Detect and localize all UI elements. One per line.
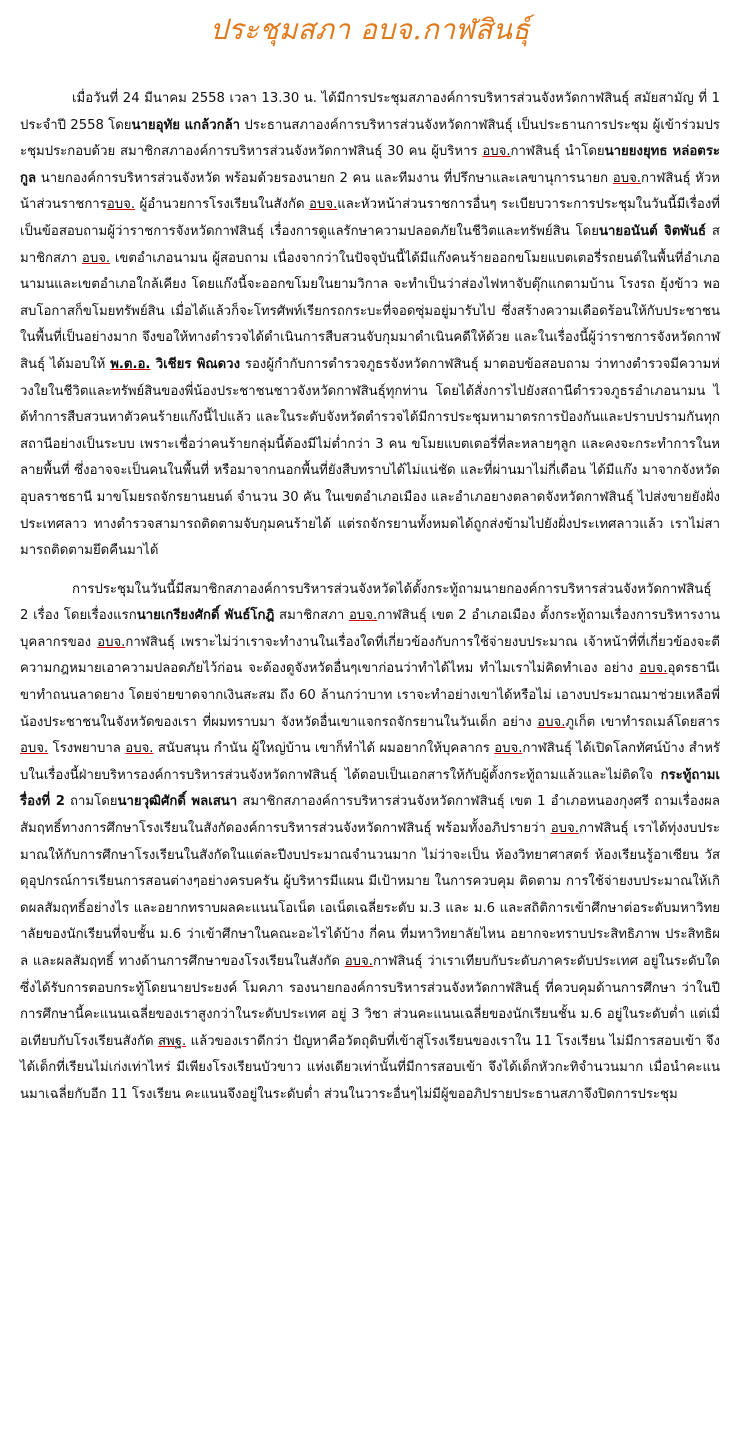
text-run: เมื่อวันที่ 24 มีนาคม 2558 เวลา 13.30 น. ได้มีการประชุมสภาองค์การบริหารส่วนจังหวัดกาฬสินธุ์ สมัยสามัญ ที่ 1 ประจำปี 2558 โดย — [20, 91, 720, 133]
text-run: กาฬสินธุ์ ว่าเราเทียบกับระดับภาคระดับประเทศ อยู่ในระดับใด ซึ่งได้รับการตอบกระทู้โดยนายประยงค์ โมคภา รองนายกองค์การบริหารส่วนจังหวัดกาฬสินธุ์ ที่ควบคุมด้านการศึกษา ว่าในปีการศึกษานี้คะแนนเฉลี่ยของเราสูงกว่าในระดับประเทศ อยู่ 3 วิชา ส่วนคะแนนเฉลี่ยของนักเรียนชั้น ม.6 อยู่ในระดับต่ำ แต่เมื่อเทียบกับโรงเรียนสังกัด — [20, 954, 720, 1049]
text-run: กาฬสินธุ์ เขต 2 อำเภอเมือง ตั้งกระทู้ถามเรื่องการบริหารงานบุคลากรของ — [20, 608, 720, 650]
text-run: เขตอำเภอนามน ผู้สอบถาม เนื่องจากว่าในปัจจุบันนี้ได้มีแก๊งคนร้ายออกขโมยแบตเตอรี่รถยนต์ในพื้นที่อำเภอนามนและเขตอำเภอใกล้เคียง โดยแก๊งนี้จะออกขโมยในยามวิกาล จะทำเป็นว่าส่องไฟหาจับตุ๊กแกตามบ้าน โรงรถ ยุ้งข้าว พอสบโอกาสก็ขโมยทรัพย์สิน เมื่อได้แล้วก็จะโทรศัพท์เรียกรถกระบะที่จอดซุ่มอยู่มารับไป ซึ่งสร้างความเดือดร้อนให้กับประชาชนในพื้นที่เป็นอย่างมาก จึงขอให้ทางตำรวจได้ดำเนินการสืบสวนจับกุมมาดำเนินคดีให้ด้วย และในเรื่องนี้ผู้ว่าราชการจังหวัดกาฬสินธุ์ ได้มอบให้ — [20, 250, 720, 372]
underlined-text: พ.ต.อ. — [110, 356, 151, 372]
text-run: ภูเก็ต เขาทำรถเมล์โดยสาร — [565, 714, 720, 730]
page-title: ประชุมสภา อบจ.กาฬสินธุ์ — [209, 13, 530, 46]
paragraph-2 — [20, 577, 720, 1109]
underlined-text: อบจ. — [482, 144, 511, 160]
text-run: ผู้อำนวยการโรงเรียนในสังกัด — [135, 197, 310, 213]
bold-name: วิเชียร พิณดวง — [150, 356, 241, 372]
underlined-text: อบจ. — [639, 661, 668, 677]
underlined-text: อบจ. — [537, 714, 566, 730]
bold-name: กระทู้ถามเรื่องที่ 2 — [20, 767, 720, 810]
text-run: สมาชิกสภา — [20, 223, 720, 266]
text-run: แล้วของเราดีกว่า ปัญหาคือวัตถุดิบที่เข้าสู่โรงเรียนของเราใน 11 โรงเรียน ไม่มีการสอบเข้า จึงได้เด็กที่เรียนไม่เก่งเท่าไหร่ มีเพียงโรงเรียนบัวขาว แห่งเดียวเท่านั้นที่มีการสอบเข้า จึงได้เด็กหัวกะทิจำนวนมาก เมื่อนำคะแนนมาเฉลี่ยกับอีก 11 โรงเรียน คะแนนจึงอยู่ในระดับต่ำ ส่วนในวาระอื่นๆไม่มีผู้ขออภิปรายประธานสภาจึงปิดการประชุม — [20, 1033, 720, 1102]
text-run: กาฬสินธุ์ เราได้ทุ่งงบประมาณให้กับการศึกษาโรงเรียนในสังกัดในแต่ละปีงบประมาณจำนวนมาก ไม่ว่าจะเป็น ห้องวิทยาศาสตร์ ห้องเรียนรู้อาเซียน วัสดุอุปกรณ์การเรียนการสอนต่างๆอย่างครบครัน ผู้บริหารมีแผน มีเป้าหมาย ในการควบคุม ติดตาม การใช้จ่ายงบประมาณให้เกิดผลสัมฤทธิ์อย่างไร และอยากทราบผลคะแนนโอเน็ต เอเน็ตเฉลี่ยระดับ ม.3 และ ม.6 และสถิติการเข้าศึกษาต่อระดับมหาวิทยาลัยของนักเรียนที่จบชั้น ม.6 ว่าเข้าศึกษาในคณะอะไรได้บ้าง กี่คน ที่มหาวิทยาลัยไหน อยากจะทราบประสิทธิภาพ ประสิทธิผล และผลสัมฤทธิ์ ทางด้านการศึกษาของโรงเรียนในสังกัด — [20, 821, 720, 969]
text-run: รองผู้กำกับการตำรวจภูธรจังหวัดกาฬสินธุ์ มาตอบข้อสอบถาม ว่าทางตำรวจมีความห่วงใยในชีวิตและทรัพย์สินของพี่น้องประชาชนชาวจังหวัดกาฬสินธุ์ทุกท่าน โดยได้สั่งการไปยังสถานีตำรวจภูธรอำเภอนามน ได้ทำการสืบสวนหาตัวคนร้ายแก๊งนี้ไปแล้ว และในระดับจังหวัดตำรวจได้มีการประชุมหามาตรการป้องกันและปราบปรามกันทุกสถานีอย่างเป็นระบบ เพราะเชื่อว่าคนร้ายกลุ่มนี้ต้องมีไม่ต่ำกว่า 3 คน ขโมยแบตเตอรี่ที่ละหลายๆลูก และคงจะกระทำการในหลายพื้นที่ ซึ่งอาจจะเป็นคนในพื้นที่ หรือมาจากนอกพื้นที่ยังสืบทราบได้ไม่แน่ชัด และที่ผ่านมาไม่กี่เดือน ได้มีแก๊ง มาจากจังหวัดอุบลราชธานี มาขโมยรถจักรยานยนต์ จำนวน 30 คัน ในเขตอำเภอเมือง และอำเภอยางตลาดจังหวัดกาฬสินธุ์ ไปส่งขายยังฝั่งประเทศลาว ทางตำรวจสามารถติดตามจับกุมคนร้ายได้ แต่รถจักรยานทั้งหมดได้ถูกส่งข้ามไปยังฝั่งประเทศลาวแล้ว เราไม่สามารถติดตามยึดคืนมาได้ — [20, 356, 721, 559]
text-run: อุดรธานีเขาทำถนนลาดยาง โดยจ่ายขาดจากเงินสะสม ถึง 60 ล้านกว่าบาท เราจะทำอย่างเขาได้หรือไม่ เอางบประมาณมาช่วยเหลือพี่น้องประชาชนในจังหวัดของเรา ที่ผมทราบมา จังหวัดอื่นเขาแจกรถจักรยานในวันเด็ก อย่าง — [20, 661, 720, 730]
text-run: สมาชิกสภา — [274, 608, 350, 624]
text-run: กาฬสินธุ์ ได้เปิดโลกทัศน์บ้าง สำหรับในเรื่องนี้ฝ่ายบริหารองค์การบริหารส่วนจังหวัดกาฬสินธุ์ ได้ตอบเป็นเอกสารให้กับผู้ตั้งกระทู้ถามแล้วและไม่ติดใจ — [20, 741, 721, 783]
paragraph-1 — [20, 86, 720, 565]
text-run: นายกองค์การบริหารส่วนจังหวัด พร้อมด้วยรองนายก 2 คน และทีมงาน ที่ปรึกษาและเลขานุการนายก — [36, 170, 613, 186]
bold-name: นายเกรียงศักดิ์ พันธ์โกฎิ — [136, 608, 275, 624]
underlined-text: อบจ. — [612, 170, 641, 186]
underlined-text: อบจ. — [81, 250, 111, 266]
text-run: ประธานสภาองค์การบริหารส่วนจังหวัดกาฬสินธุ์ เป็นประธานการประชุม ผู้เข้าร่วมประชุมประกอบด้วย สมาชิกสภาองค์การบริหารส่วนจังหวัดกาฬสินธุ์ 30 คน ผู้บริหาร — [20, 117, 720, 160]
bold-name: นายวุฒิศักดิ์ พลเสนา — [117, 794, 238, 810]
underlined-text: อบจ. — [550, 821, 579, 837]
bold-name: นายอนันต์ จิตพันธ์ — [598, 223, 707, 239]
underlined-text: อบจ. — [494, 741, 523, 757]
text-run: กาฬสินธุ์ เพราะไม่ว่าเราจะทำงานในเรื่องใดที่เกี่ยวข้องกับการใช้จ่ายงบประมาณ เจ้าหน้าที่ที่เกี่ยวข้องจะตีความกฎหมายเอาความปลอดภัยไว้ก่อน จะต้องดูจังหวัดอื่นๆเขาก่อนว่าทำได้ไหม ทำไมเราไม่คิดทำเอง อย่าง — [20, 634, 720, 677]
underlined-text: อบจ. — [125, 741, 154, 757]
text-run: โรงพยาบาล — [48, 741, 126, 757]
underlined-text: สพฐ. — [158, 1033, 187, 1049]
bold-name — [110, 357, 150, 372]
text-run: และหัวหน้าส่วนราชการอื่นๆ ระเบียบวาระการประชุมในวันนี้มีเรื่องที่เป็นข้อสอบถามผู้ว่าราชการจังหวัดกาฬสินธุ์ เรื่องการดูแลรักษาความปลอดภัยในชีวิตและทรัพย์สิน โดย — [20, 197, 720, 239]
text-run: กาฬสินธุ์ นำโดย — [510, 144, 605, 160]
bold-name: นายอุทัย แกล้วกล้า — [131, 117, 241, 133]
underlined-text: อบจ. — [97, 634, 126, 650]
underlined-text: อบจ. — [309, 197, 338, 213]
underlined-text: อบจ. — [20, 741, 49, 757]
text-run: สมาชิกสภาองค์การบริหารส่วนจังหวัดกาฬสินธุ์ เขต 1 อำเภอหนองกุงศรี ถามเรื่องผลสัมฤทธิ์ทางการศึกษาโรงเรียนในสังกัดองค์การบริหารส่วนจังหวัดกาฬสินธุ์ พร้อมทั้งอภิปรายว่า — [20, 794, 720, 837]
text-run: กาฬสินธุ์ หัวหน้าส่วนราชการ — [20, 170, 720, 213]
underlined-text: อบจ. — [344, 954, 373, 969]
text-run: ถามโดย — [64, 794, 118, 810]
underlined-text: อบจ. — [106, 197, 136, 213]
bold-name: นายยงยุทธ หล่อตระกูล — [20, 144, 720, 186]
underlined-text: อบจ. — [349, 608, 378, 624]
text-run: การประชุมในวันนี้มีสมาชิกสภาองค์การบริหารส่วนจังหวัดได้ตั้งกระทู้ถามนายกองค์การบริหารส่วนจังหวัดกาฬสินธุ์ 2 เรื่อง โดยเรื่องแรก — [20, 581, 712, 624]
article-body — [20, 86, 720, 1121]
text-run: สนับสนุน กำนัน ผู้ใหญ่บ้าน เขาก็ทำได้ ผมอยากให้บุคลากร — [153, 741, 495, 757]
